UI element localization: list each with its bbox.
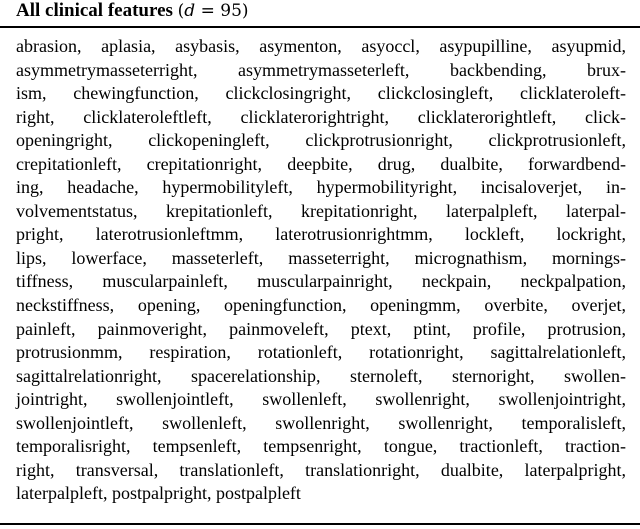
feature-line: painleft, painmoveright, painmoveleft, ptext, ptint, profile, protrusion, [16, 318, 626, 339]
feature-line: swollenjointleft, swollenleft, swollenright, swollenright, temporalisleft, [16, 412, 626, 433]
param-equals: = [195, 1, 221, 21]
feature-line: ism, chewingfunction, clickclosingright, clickclosingleft, clicklateroleft- [16, 83, 626, 104]
feature-line: right, clicklateroleftleft, clicklaterorightright, clicklaterorightleft, click- [16, 106, 626, 127]
feature-list [16, 35, 626, 506]
param-variable: d [184, 1, 196, 21]
feature-line: ing, headache, hypermobilityleft, hypermobilityright, incisaloverjet, in- [16, 177, 626, 198]
feature-line: openingright, clickopeningleft, clickprotrusionright, clickprotrusionleft, [16, 130, 626, 151]
table-title: All clinical features [16, 0, 173, 21]
feature-line: jointright, swollenjointleft, swollenleft, swollenright, swollenjointright, [16, 389, 626, 410]
param-open: ( [177, 1, 185, 21]
feature-line: right, transversal, translationleft, translationright, dualbite, laterpalpright, [16, 459, 626, 480]
top-rule [0, 26, 640, 28]
feature-line: temporalisright, tempsenleft, tempsenright, tongue, tractionleft, traction- [16, 436, 626, 457]
feature-line: volvementstatus, krepitationleft, krepitationright, laterpalpleft, laterpal- [16, 200, 626, 221]
feature-line: abrasion, aplasia, asybasis, asymenton, asyoccl, asypupilline, asyupmid, [16, 36, 626, 56]
feature-line: protrusionmm, respiration, rotationleft, rotationright, sagittalrelationleft, [16, 342, 626, 363]
feature-line: laterpalpleft, postpalpright, postpalpleft [16, 483, 301, 504]
feature-line: tiffness, muscularpainleft, muscularpainright, neckpain, neckpalpation, [16, 271, 626, 292]
feature-line: crepitationleft, crepitationright, deepbite, drug, dualbite, forwardbend- [16, 153, 626, 174]
feature-line: sagittalrelationright, spacerelationship, sternoleft, sternoright, swollen- [16, 365, 626, 386]
feature-line: lips, lowerface, masseterleft, masseterright, micrognathism, mornings- [16, 247, 626, 268]
bottom-rule [0, 523, 640, 525]
param-value: 95 [220, 1, 242, 21]
feature-line: pright, laterotrusionleftmm, laterotrusionrightmm, lockleft, lockright, [16, 224, 626, 245]
feature-line: neckstiffness, opening, openingfunction, openingmm, overbite, overjet, [16, 295, 626, 316]
dimension-annotation [178, 1, 249, 21]
feature-line: asymmetrymasseterright, asymmetrymasseterleft, backbending, brux- [16, 59, 626, 80]
table-header [16, 0, 249, 22]
param-close: ) [241, 1, 249, 21]
